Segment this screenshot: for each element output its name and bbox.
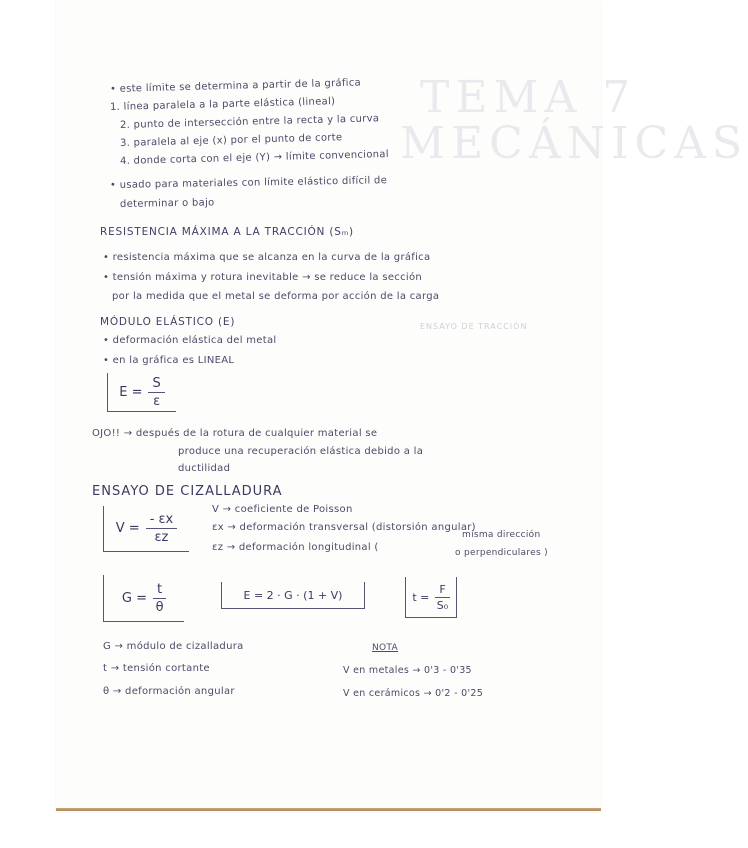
resistencia-heading: RESISTENCIA MÁXIMA A LA TRACCIÓN (Sₘ) [100, 226, 354, 238]
resistencia-line-1: • resistencia máxima que se alcanza en la curva de la gráfica [103, 252, 431, 263]
ojo-line-3: ductilidad [178, 463, 231, 474]
page-bottom-edge [56, 808, 601, 811]
modulo-line-2: • en la gráfica es LINEAL [103, 355, 235, 366]
poisson-def-3-above: misma dirección [462, 530, 541, 540]
modulo-formula-den: ε [153, 393, 161, 409]
intro-usage-cont: determinar o bajo [119, 197, 215, 210]
resistencia-line-3: por la medida que el metal se deforma por acción de la carga [112, 291, 440, 302]
intro-usage: • usado para materiales con límite elástico difícil de [109, 175, 388, 191]
poisson-def-3-below: o perpendiculares ) [455, 548, 548, 558]
intro-step-1: 1. línea paralela a la parte elástica (lineal) [109, 96, 336, 113]
young-relation-formula-box [221, 582, 365, 609]
legend-t: t → tensión cortante [103, 663, 210, 674]
shear-stress-num: F [435, 583, 449, 598]
poisson-formula-box [103, 506, 189, 552]
poisson-def-1: V → coeficiente de Poisson [212, 504, 353, 515]
legend-theta: θ → deformación angular [103, 686, 235, 697]
poisson-formula-lhs: V = [115, 521, 140, 536]
modulo-line-1: • deformación elástica del metal [103, 335, 277, 346]
young-relation-formula: E = 2 · G · (1 + V) [243, 588, 343, 602]
modulo-formula-lhs: E = [119, 384, 143, 400]
ojo-line-1: OJO!! → después de la rotura de cualquier material se [92, 428, 378, 439]
intro-step-4: 4. donde corta con el eje (Y) → límite convencional [119, 148, 389, 167]
shear-formula-num: t [153, 582, 166, 599]
intro-step-2: 2. punto de intersección entre la recta y la curva [119, 113, 380, 131]
bleed-through-subtitle: MECÁNICAS [400, 118, 748, 169]
shear-stress-den: S₀ [436, 598, 449, 612]
poisson-formula-fraction [146, 512, 178, 545]
modulo-formula-fraction [148, 376, 164, 409]
intro-line: • este límite se determina a partir de la gráfica [109, 77, 362, 95]
shear-stress-fraction [435, 583, 449, 612]
modulo-formula-box [107, 373, 176, 412]
nota-metales: V en metales → 0'3 - 0'35 [343, 665, 472, 676]
nota-ceramicos: V en cerámicos → 0'2 - 0'25 [343, 688, 484, 699]
shear-formula-lhs: G = [121, 590, 147, 606]
modulo-formula-num: S [148, 376, 164, 393]
cizalladura-heading: ENSAYO DE CIZALLADURA [92, 484, 283, 499]
legend-g: G → módulo de cizalladura [103, 641, 244, 652]
bleed-through-note: ENSAYO DE TRACCIÓN [420, 322, 528, 331]
poisson-def-2: εx → deformación transversal (distorsión angular) [212, 522, 476, 533]
ojo-line-2: produce una recuperación elástica debido a la [178, 446, 424, 457]
shear-modulus-formula-box [103, 575, 184, 622]
resistencia-line-2: • tensión máxima y rotura inevitable → se reduce la sección [103, 272, 423, 283]
bleed-through-title: TEMA 7 [420, 72, 637, 123]
shear-formula-den: θ [155, 599, 164, 615]
poisson-def-3: εz → deformación longitudinal ( [212, 542, 379, 553]
modulo-heading: MÓDULO ELÁSTICO (E) [100, 316, 236, 328]
intro-step-3: 3. paralela al eje (x) por el punto de corte [119, 132, 343, 149]
poisson-formula-num: - εx [146, 512, 178, 529]
nota-title: NOTA [372, 643, 398, 653]
shear-stress-lhs: t = [412, 590, 430, 604]
shear-formula-fraction [153, 582, 166, 615]
poisson-formula-den: εz [154, 530, 169, 545]
shear-stress-formula-box [405, 577, 457, 618]
